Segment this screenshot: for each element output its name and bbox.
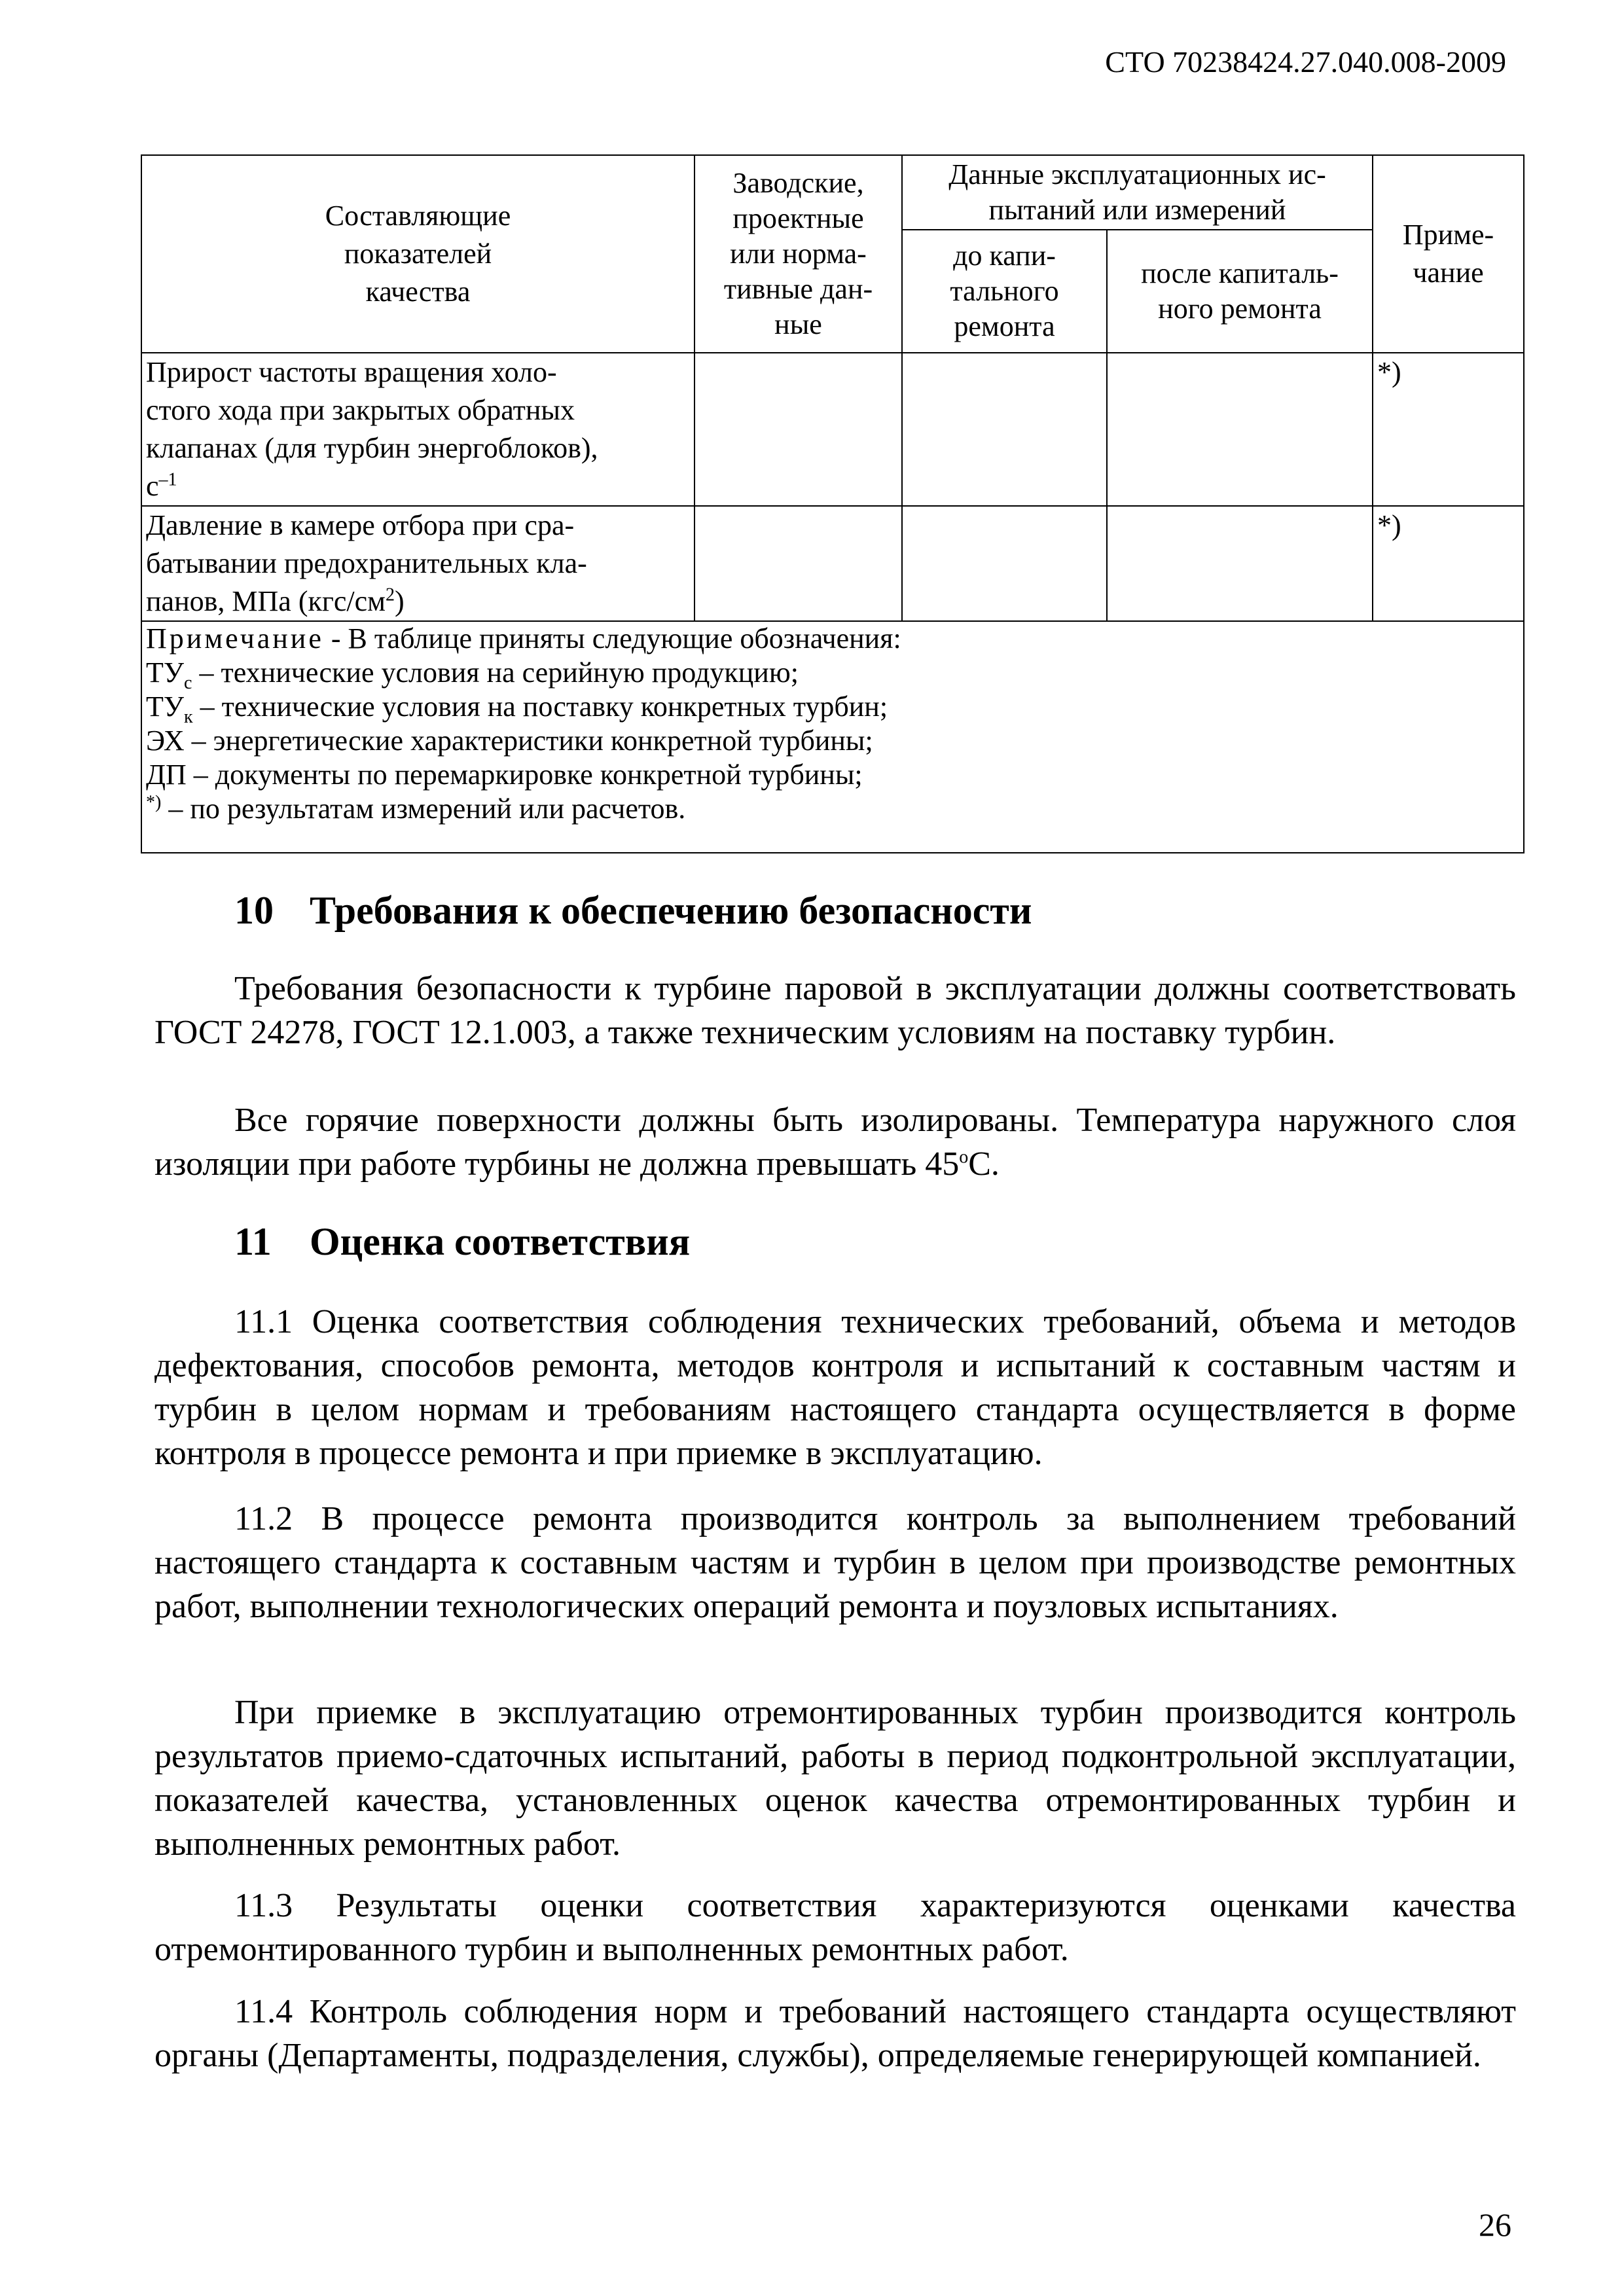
table-header-row	[141, 155, 1524, 230]
table-cell	[1107, 353, 1373, 506]
note-item: ЭХ – энергетические характеристики конкретной турбины;	[146, 725, 873, 757]
header-operational-data: Данные эксплуатационных ис- пытаний или измерений	[902, 155, 1373, 230]
table-note: Примечание - В таблице приняты следующие обозначения: $ТУ_с$ – технические условия на серийную продукцию; $ТУ_к$ – технические условия на поставку конкретных турбин; ЭХ – энергетические характеристики конкретной турбины; ДП – документы по перемаркировке конкретной турбины; *) – по результатам измерений или расчетов.	[141, 621, 1524, 853]
section-10-heading: 10 Требования к обеспечению безопасности	[234, 889, 1032, 932]
table-cell	[902, 506, 1107, 621]
header-note: Приме- чание	[1373, 155, 1524, 353]
section-10-paragraph-1: Требования безопасности к турбине паровой в эксплуатации должны соответствовать ГОСТ 24278, ГОСТ 12.1.003, а также техническим условиям на поставку турбин.	[154, 970, 1516, 1051]
header-indicator-components: Составляющие показателей качества	[141, 155, 695, 353]
row-label: Прирост частоты вращения холо- стого хода при закрытых обратных клапанах (для турбин энергоблоков), $с^{-1}$	[141, 353, 695, 506]
table-cell	[695, 506, 902, 621]
row-note: *)	[1373, 353, 1524, 506]
page-number: 26	[1479, 2206, 1511, 2243]
section-11-paragraph-4: 11.3 Результаты оценки соответствия характеризуются оценками качества отремонтированного турбин и выполненных ремонтных работ.	[154, 1887, 1516, 1968]
section-11-paragraph-2: 11.2 В процессе ремонта производится контроль за выполнением требований настоящего стандарта к составным частям и турбин в целом при производстве ремонтных работ, выполнении технологических операций ремонта и поузловых испытаниях.	[154, 1500, 1516, 1625]
row-note: *)	[1373, 506, 1524, 621]
section-11-paragraph-3: При приемке в эксплуатацию отремонтированных турбин производится контроль результатов приемо-сдаточных испытаний, работы в период подконтрольной эксплуатации, показателей качества, установленных оценок качества отремонтированных турбин и выполненных ремонтных работ.	[154, 1694, 1516, 1863]
header-after-overhaul: после капиталь- ного ремонта	[1107, 230, 1373, 353]
table-cell	[902, 353, 1107, 506]
header-factory-data: Заводские, проектные или норма- тивные дан- ные	[695, 155, 902, 353]
quality-indicators-table	[141, 154, 1525, 853]
note-item: $ТУ_к$ – технические условия на поставку конкретных турбин;	[146, 691, 888, 727]
row-label: Давление в камере отбора при сра- батывании предохранительных кла- панов, МПа $(кгс/см^2)$	[141, 506, 695, 621]
table-row	[141, 506, 1524, 621]
note-item: $ТУ_с$ – технические условия на серийную продукцию;	[146, 656, 799, 693]
table-note-row	[141, 621, 1524, 853]
document-code: СТО 70238424.27.040.008-2009	[1105, 45, 1506, 79]
note-item: *) – по результатам измерений или расчетов.	[146, 792, 686, 825]
table-cell	[1107, 506, 1373, 621]
note-item: ДП – документы по перемаркировке конкретной турбины;	[146, 759, 863, 791]
section-11-heading: 11 Оценка соответствия	[234, 1220, 691, 1263]
table-cell	[695, 353, 902, 506]
section-11-paragraph-5: 11.4 Контроль соблюдения норм и требований настоящего стандарта осуществляют органы (Департаменты, подразделения, службы), определяемые генерирующей компанией.	[154, 1993, 1516, 2074]
section-10-paragraph-2: Все горячие поверхности должны быть изолированы. Температура наружного слоя изоляции при работе турбины не должна превышать $45^оС$.	[154, 1102, 1516, 1183]
section-11-paragraph-1: 11.1 Оценка соответствия соблюдения технических требований, объема и методов дефектования, способов ремонта, методов контроля и испытаний к составным частям и турбин в целом нормам и требованиям настоящего стандарта осуществляется в форме контроля в процессе ремонта и при приемке в эксплуатацию.	[154, 1303, 1516, 1472]
header-before-overhaul: до капи- тального ремонта	[902, 230, 1107, 353]
table-row	[141, 353, 1524, 506]
note-label: Примечание	[146, 622, 324, 655]
